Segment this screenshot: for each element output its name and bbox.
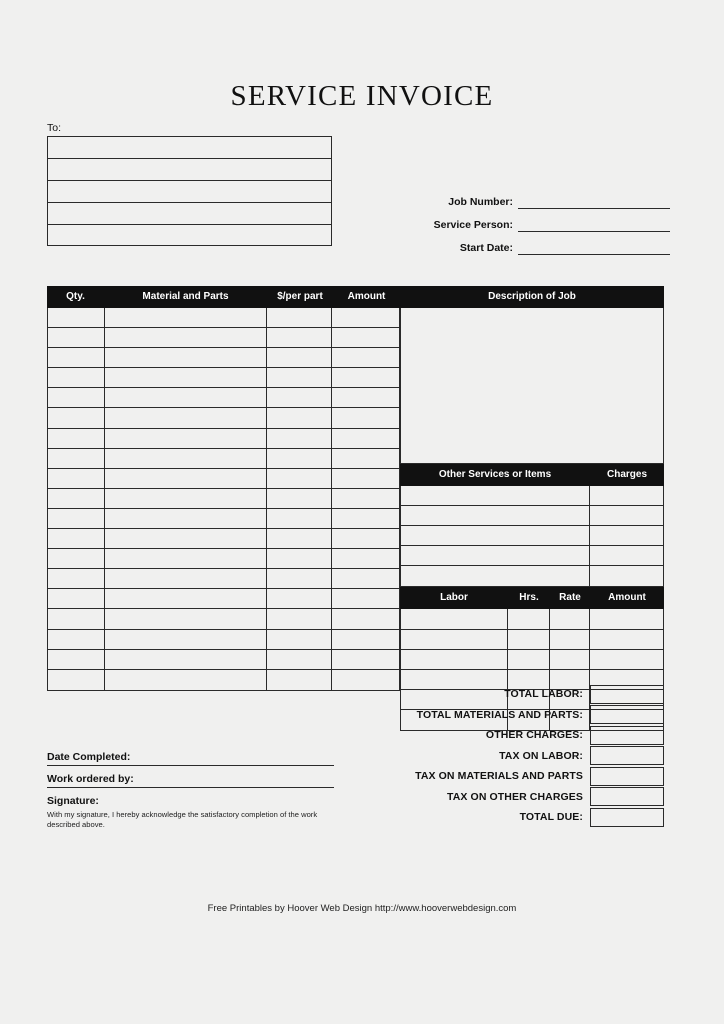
column-header-material: Material and Parts — [104, 286, 267, 308]
page-title: SERVICE INVOICE — [230, 80, 494, 112]
other-services-body — [400, 486, 664, 587]
cell-material[interactable] — [105, 569, 267, 588]
to-label: To: — [47, 122, 62, 134]
tax-on-materials-input[interactable] — [590, 767, 664, 786]
right-column — [400, 286, 664, 731]
total-labor-row — [380, 684, 664, 705]
table-row[interactable] — [48, 549, 399, 569]
table-row[interactable] — [48, 308, 399, 328]
cell-material[interactable] — [105, 308, 267, 327]
cell-amount[interactable] — [332, 469, 399, 488]
total-due-row — [380, 807, 664, 828]
cell-qty[interactable] — [48, 489, 105, 508]
cell-hrs[interactable] — [508, 630, 550, 649]
work-ordered-by-label: Work ordered by: — [47, 773, 134, 785]
table-row[interactable] — [48, 569, 399, 589]
column-header-qty: Qty. — [47, 286, 104, 308]
cell-per-part[interactable] — [267, 328, 333, 347]
signature-label: Signature: — [47, 795, 99, 807]
other-services-header — [400, 464, 664, 486]
cell-qty[interactable] — [48, 348, 105, 367]
job-info-fields — [395, 186, 670, 255]
cell-qty[interactable] — [48, 589, 105, 608]
cell-rate[interactable] — [550, 609, 590, 628]
table-row[interactable] — [48, 388, 399, 408]
cell-material[interactable] — [105, 509, 267, 528]
cell-other-service[interactable] — [401, 506, 590, 525]
cell-amount[interactable] — [332, 589, 399, 608]
table-row[interactable] — [401, 546, 663, 566]
cell-material[interactable] — [105, 549, 267, 568]
column-header-other-services: Other Services or Items — [400, 464, 590, 486]
cell-material[interactable] — [105, 529, 267, 548]
column-header-rate: Rate — [550, 587, 590, 609]
to-address-line[interactable] — [48, 181, 331, 203]
cell-qty[interactable] — [48, 408, 105, 427]
table-row[interactable] — [401, 566, 663, 586]
cell-per-part[interactable] — [267, 469, 333, 488]
table-row[interactable] — [48, 348, 399, 368]
total-materials-row — [380, 705, 664, 726]
cell-amount[interactable] — [332, 368, 399, 387]
table-row[interactable] — [401, 486, 663, 506]
cell-rate[interactable] — [550, 650, 590, 669]
work-ordered-by-field[interactable] — [47, 766, 334, 788]
to-address-line[interactable] — [48, 137, 331, 159]
tax-on-materials-row — [380, 766, 664, 787]
tax-on-labor-label: TAX ON LABOR: — [499, 749, 583, 762]
cell-qty[interactable] — [48, 469, 105, 488]
table-row[interactable] — [401, 609, 663, 629]
table-row[interactable] — [48, 368, 399, 388]
cell-qty[interactable] — [48, 388, 105, 407]
cell-material[interactable] — [105, 650, 267, 669]
cell-per-part[interactable] — [267, 489, 333, 508]
cell-qty[interactable] — [48, 569, 105, 588]
column-header-charges: Charges — [590, 464, 664, 486]
table-row[interactable] — [48, 408, 399, 428]
tax-on-other-charges-input[interactable] — [590, 787, 664, 806]
cell-per-part[interactable] — [267, 348, 333, 367]
cell-labor-amount[interactable] — [590, 650, 663, 669]
cell-per-part[interactable] — [267, 429, 333, 448]
cell-other-service[interactable] — [401, 566, 590, 586]
cell-amount[interactable] — [332, 348, 399, 367]
cell-charge[interactable] — [590, 546, 663, 565]
labor-table-header — [400, 587, 664, 609]
cell-per-part[interactable] — [267, 650, 333, 669]
cell-material[interactable] — [105, 388, 267, 407]
table-row[interactable] — [48, 509, 399, 529]
table-row[interactable] — [401, 526, 663, 546]
cell-qty[interactable] — [48, 449, 105, 468]
cell-material[interactable] — [105, 408, 267, 427]
cell-material[interactable] — [105, 670, 267, 690]
totals-section — [380, 684, 664, 828]
cell-other-service[interactable] — [401, 546, 590, 565]
cell-material[interactable] — [105, 348, 267, 367]
cell-amount[interactable] — [332, 388, 399, 407]
table-row[interactable] — [48, 429, 399, 449]
cell-amount[interactable] — [332, 429, 399, 448]
cell-qty[interactable] — [48, 529, 105, 548]
cell-labor[interactable] — [401, 650, 508, 669]
cell-per-part[interactable] — [267, 670, 333, 690]
cell-per-part[interactable] — [267, 569, 333, 588]
column-header-per-part: $/per part — [267, 286, 333, 308]
cell-rate[interactable] — [550, 630, 590, 649]
column-header-labor: Labor — [400, 587, 508, 609]
date-completed-field[interactable] — [47, 744, 334, 766]
cell-charge[interactable] — [590, 506, 663, 525]
table-row[interactable] — [48, 489, 399, 509]
other-charges-input[interactable] — [590, 726, 664, 745]
cell-qty[interactable] — [48, 429, 105, 448]
cell-amount[interactable] — [332, 569, 399, 588]
description-input[interactable] — [400, 308, 664, 464]
table-row[interactable] — [48, 529, 399, 549]
cell-qty[interactable] — [48, 670, 105, 690]
cell-material[interactable] — [105, 368, 267, 387]
to-address-box[interactable] — [47, 136, 332, 246]
cell-amount[interactable] — [332, 509, 399, 528]
cell-per-part[interactable] — [267, 388, 333, 407]
cell-qty[interactable] — [48, 650, 105, 669]
cell-material[interactable] — [105, 609, 267, 628]
description-header: Description of Job — [400, 286, 664, 308]
footer-text: Free Printables by Hoover Web Design http://www.hooverwebdesign.com — [207, 903, 517, 914]
cell-per-part[interactable] — [267, 368, 333, 387]
column-header-amount: Amount — [333, 286, 400, 308]
table-row[interactable] — [48, 630, 399, 650]
parts-table-header — [47, 286, 400, 308]
cell-amount[interactable] — [332, 308, 399, 327]
start-date-input[interactable] — [518, 240, 670, 255]
cell-material[interactable] — [105, 489, 267, 508]
cell-per-part[interactable] — [267, 509, 333, 528]
total-labor-input[interactable] — [590, 685, 664, 704]
column-header-labor-amount: Amount — [590, 587, 664, 609]
cell-labor[interactable] — [401, 609, 508, 628]
cell-other-service[interactable] — [401, 526, 590, 545]
total-due-label: TOTAL DUE: — [519, 811, 583, 824]
table-row[interactable] — [48, 589, 399, 609]
parts-table — [47, 286, 400, 691]
start-date-label: Start Date: — [459, 242, 513, 254]
cell-material[interactable] — [105, 589, 267, 608]
table-row[interactable] — [401, 506, 663, 526]
cell-amount[interactable] — [332, 408, 399, 427]
parts-table-body — [47, 308, 400, 691]
cell-material[interactable] — [105, 328, 267, 347]
to-address-line[interactable] — [48, 159, 331, 181]
cell-amount[interactable] — [332, 489, 399, 508]
cell-qty[interactable] — [48, 368, 105, 387]
cell-material[interactable] — [105, 449, 267, 468]
tax-on-other-charges-row — [380, 787, 664, 808]
cell-qty[interactable] — [48, 328, 105, 347]
cell-per-part[interactable] — [267, 308, 333, 327]
signature-field[interactable] — [47, 788, 334, 809]
cell-labor-amount[interactable] — [590, 630, 663, 649]
cell-hrs[interactable] — [508, 650, 550, 669]
cell-amount[interactable] — [332, 449, 399, 468]
acknowledgement-text: With my signature, I hereby acknowledge the satisfactory completion of the work described above. — [47, 810, 318, 829]
total-labor-label: TOTAL LABOR: — [504, 688, 583, 701]
service-person-label: Service Person: — [433, 219, 513, 231]
cell-per-part[interactable] — [267, 449, 333, 468]
cell-material[interactable] — [105, 630, 267, 649]
to-address-line[interactable] — [48, 203, 331, 225]
cell-material[interactable] — [105, 429, 267, 448]
cell-qty[interactable] — [48, 549, 105, 568]
tax-on-labor-row — [380, 746, 664, 767]
table-row[interactable] — [48, 328, 399, 348]
table-row[interactable] — [401, 630, 663, 650]
cell-per-part[interactable] — [267, 630, 333, 649]
cell-hrs[interactable] — [508, 609, 550, 628]
table-row[interactable] — [48, 670, 399, 690]
other-charges-row — [380, 725, 664, 746]
job-number-input[interactable] — [518, 194, 670, 209]
cell-per-part[interactable] — [267, 609, 333, 628]
date-completed-label: Date Completed: — [47, 751, 131, 763]
cell-per-part[interactable] — [267, 408, 333, 427]
tax-on-other-charges-label: TAX ON OTHER CHARGES — [447, 790, 583, 803]
cell-qty[interactable] — [48, 308, 105, 327]
cell-per-part[interactable] — [267, 529, 333, 548]
total-due-input[interactable] — [590, 808, 664, 827]
table-row[interactable] — [48, 449, 399, 469]
start-date-row — [395, 232, 670, 255]
total-materials-input[interactable] — [590, 705, 664, 724]
cell-qty[interactable] — [48, 609, 105, 628]
signature-section — [47, 744, 334, 830]
total-materials-label: TOTAL MATERIALS AND PARTS: — [416, 708, 583, 721]
other-charges-label: OTHER CHARGES: — [485, 729, 583, 742]
cell-material[interactable] — [105, 469, 267, 488]
table-row[interactable] — [48, 469, 399, 489]
service-person-row — [395, 209, 670, 232]
cell-qty[interactable] — [48, 630, 105, 649]
cell-labor-amount[interactable] — [590, 609, 663, 628]
service-person-input[interactable] — [518, 217, 670, 232]
table-row[interactable] — [48, 609, 399, 629]
job-number-row — [395, 186, 670, 209]
cell-charge[interactable] — [590, 526, 663, 545]
cell-amount[interactable] — [332, 650, 399, 669]
cell-amount[interactable] — [332, 630, 399, 649]
cell-charge[interactable] — [590, 486, 663, 505]
column-header-hrs: Hrs. — [508, 587, 550, 609]
cell-per-part[interactable] — [267, 589, 333, 608]
tax-on-labor-input[interactable] — [590, 746, 664, 765]
cell-amount[interactable] — [332, 529, 399, 548]
cell-qty[interactable] — [48, 509, 105, 528]
cell-labor[interactable] — [401, 630, 508, 649]
to-address-line[interactable] — [48, 225, 331, 247]
cell-amount[interactable] — [332, 609, 399, 628]
table-row[interactable] — [401, 650, 663, 670]
cell-other-service[interactable] — [401, 486, 590, 505]
cell-amount[interactable] — [332, 328, 399, 347]
job-number-label: Job Number: — [448, 196, 513, 208]
cell-charge[interactable] — [590, 566, 663, 586]
tax-on-materials-label: TAX ON MATERIALS AND PARTS — [415, 770, 583, 783]
table-row[interactable] — [48, 650, 399, 670]
cell-amount[interactable] — [332, 549, 399, 568]
cell-per-part[interactable] — [267, 549, 333, 568]
